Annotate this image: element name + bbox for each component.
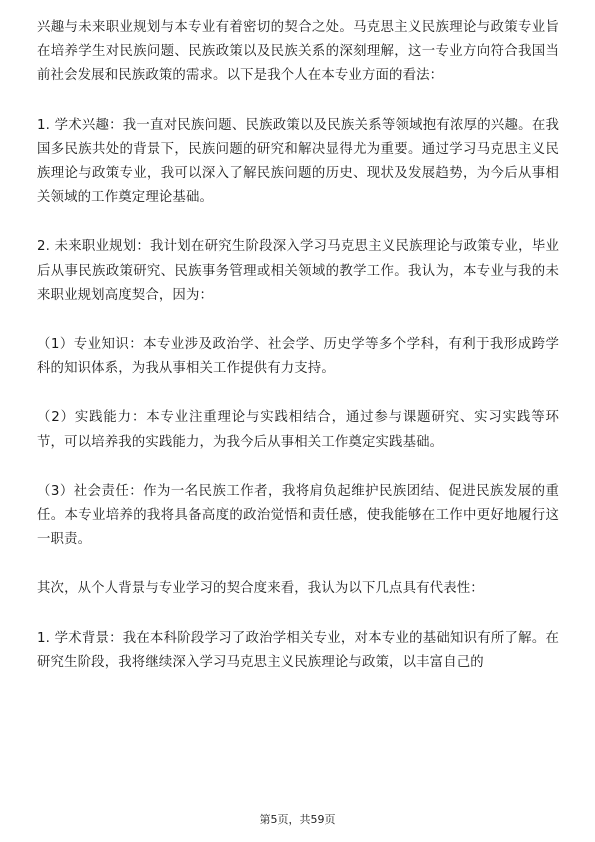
paragraph-social-responsibility: （3）社会责任：作为一名民族工作者，我将肩负起维护民族团结、促进民族发展的重任。本专业培养的我将具备高度的政治觉悟和责任感，使我能够在工作中更好地履行这一职责。 (37, 483, 559, 548)
paragraph-gap (37, 455, 559, 480)
paragraph-gap (37, 210, 559, 235)
paragraph-gap (37, 89, 559, 114)
page-number-footer: 第5页，共59页 (259, 813, 336, 826)
paragraph-academic-background: 1. 学术背景：我在本科阶段学习了政治学相关专业，对本专业的基础知识有所了解。在研究生阶段，我将继续深入学习马克思主义民族理论与政策，以丰富自己的 (37, 630, 559, 670)
paragraph-gap (37, 552, 559, 577)
paragraph-career-plan: 2. 未来职业规划：我计划在研究生阶段深入学习马克思主义民族理论与政策专业，毕业后从事民族政策研究、民族事务管理或相关领域的教学工作。我认为，本专业与我的未来职业规划高度契合，因为： (37, 239, 559, 303)
paragraph-practical-ability: （2）实践能力：本专业注重理论与实践相结合，通过参与课题研究、实习实践等环节，可以培养我的实践能力，为我今后从事相关工作奠定实践基础。 (37, 410, 559, 450)
paragraph-background-intro: 其次，从个人背景与专业学习的契合度来看，我认为以下几点具有代表性： (37, 581, 484, 597)
paragraph-professional-knowledge: （1）专业知识：本专业涉及政治学、社会学、历史学等多个学科，有利于我形成跨学科的知识体系，为我从事相关工作提供有力支持。 (37, 337, 559, 377)
paragraph-intro: 兴趣与未来职业规划与本专业有着密切的契合之处。马克思主义民族理论与政策专业旨在培养学生对民族问题、民族政策以及民族关系的深刻理解，这一专业方向符合我国当前社会发展和民族政策的需求。以下是我个人在本专业方面的看法： (37, 20, 559, 84)
paragraph-academic-interest: 1. 学术兴趣：我一直对民族问题、民族政策以及民族关系等领域抱有浓厚的兴趣。在我国多民族共处的背景下，民族问题的研究和解决显得尤为重要。通过学习马克思主义民族理论与政策专业，我可以深入了解民族问题的历史、现状及发展趋势，为今后从事相关领域的工作奠定理论基础。 (37, 117, 559, 206)
paragraph-gap (37, 308, 559, 333)
document-body (37, 16, 559, 675)
paragraph-gap (37, 381, 559, 406)
paragraph-gap (37, 602, 559, 627)
